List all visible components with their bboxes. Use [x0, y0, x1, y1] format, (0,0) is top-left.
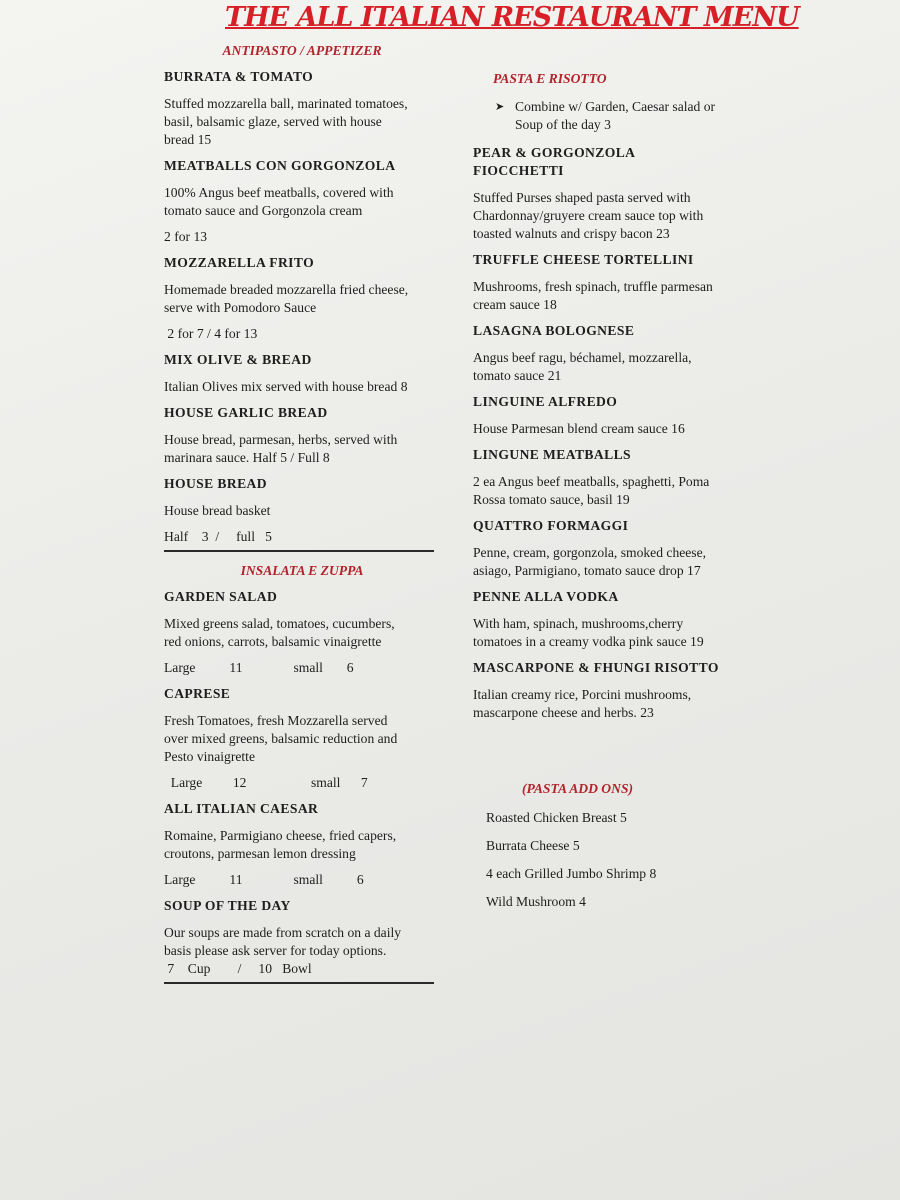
- item-name: PEAR & GORGONZOLA FIOCCHETTI: [473, 145, 636, 178]
- item-description: Italian creamy rice, Porcini mushrooms, mascarpone cheese and herbs. 23: [473, 687, 692, 720]
- item-description: 100% Angus beef meatballs, covered with tomato sauce and Gorgonzola cream: [164, 185, 394, 218]
- item-price: Half 3 / full 5: [164, 529, 272, 544]
- pasta-addons: [486, 780, 686, 921]
- item-name: TRUFFLE CHEESE TORTELLINI: [473, 252, 694, 267]
- item-name: MEATBALLS CON GORGONZOLA: [164, 158, 396, 173]
- item-name: PENNE ALLA VODKA: [473, 589, 619, 604]
- item-price: Large 11 small 6: [164, 872, 364, 887]
- item-description: With ham, spinach, mushrooms,cherry tomatoes in a creamy vodka pink sauce 19: [473, 616, 704, 649]
- item-description: Penne, cream, gorgonzola, smoked cheese, asiago, Parmigiano, tomato sauce drop 17: [473, 545, 707, 578]
- section-heading-addons: (PASTA ADD ONS): [522, 781, 634, 796]
- menu-item: [164, 404, 440, 467]
- item-description: House bread, parmesan, herbs, served with marinara sauce. Half 5 / Full 8: [164, 432, 398, 465]
- menu-item: [164, 475, 440, 546]
- menu-item: [164, 800, 440, 889]
- menu-item: [164, 254, 440, 343]
- item-description: Italian Olives mix served with house bread 8: [164, 379, 408, 394]
- item-description: Stuffed mozzarella ball, marinated tomatoes, basil, balsamic glaze, served with house bread 15: [164, 96, 408, 147]
- menu-item: [473, 144, 743, 243]
- item-description: Homemade breaded mozzarella fried cheese, serve with Pomodoro Sauce: [164, 282, 409, 315]
- item-description: Romaine, Parmigiano cheese, fried capers, croutons, parmesan lemon dressing: [164, 828, 397, 861]
- item-description: House bread basket: [164, 503, 271, 518]
- menu-item: [164, 588, 440, 677]
- menu-item: [473, 446, 743, 509]
- left-column: [164, 42, 440, 994]
- menu-item: [473, 659, 743, 722]
- combine-note: [495, 98, 743, 134]
- item-name: GARDEN SALAD: [164, 589, 278, 604]
- item-description: Fresh Tomatoes, fresh Mozzarella served over mixed greens, balsamic reduction and Pesto vinaigrette: [164, 713, 398, 764]
- menu-item: [473, 251, 743, 314]
- item-name: MASCARPONE & FHUNGI RISOTTO: [473, 660, 719, 675]
- item-price: 2 for 13: [164, 229, 208, 244]
- item-name: LINGUNE MEATBALLS: [473, 447, 631, 462]
- menu-item: [164, 351, 440, 396]
- menu-item: [473, 517, 743, 580]
- item-name: QUATTRO FORMAGGI: [473, 518, 629, 533]
- menu-title: THE ALL ITALIAN RESTAURANT MENU: [225, 2, 799, 33]
- menu-item: [164, 68, 440, 149]
- section-heading-insalata: INSALATA E ZUPPA: [240, 563, 364, 578]
- item-description: Mixed greens salad, tomatoes, cucumbers, red onions, carrots, balsamic vinaigrette: [164, 616, 395, 649]
- combine-note-text: Combine w/ Garden, Caesar salad or Soup of the day 3: [515, 99, 716, 132]
- item-description: Our soups are made from scratch on a daily basis please ask server for today options.: [164, 925, 402, 958]
- right-column: [473, 70, 743, 730]
- item-description: 2 ea Angus beef meatballs, spaghetti, Poma Rossa tomato sauce, basil 19: [473, 474, 710, 507]
- item-description: House Parmesan blend cream sauce 16: [473, 421, 685, 436]
- item-name: LINGUINE ALFREDO: [473, 394, 618, 409]
- addon-item: 4 each Grilled Jumbo Shrimp 8: [486, 866, 657, 881]
- addon-item: Wild Mushroom 4: [486, 894, 586, 909]
- item-price: 2 for 7 / 4 for 13: [164, 326, 258, 341]
- section-divider: [164, 550, 434, 552]
- item-name: HOUSE GARLIC BREAD: [164, 405, 328, 420]
- arrow-bullet-icon: ➤: [495, 101, 505, 113]
- item-description: Mushrooms, fresh spinach, truffle parmesan cream sauce 18: [473, 279, 713, 312]
- item-price: 7 Cup / 10 Bowl: [164, 961, 312, 976]
- addon-item: Roasted Chicken Breast 5: [486, 810, 627, 825]
- item-price: Large 12 small 7: [164, 775, 368, 790]
- item-name: SOUP OF THE DAY: [164, 898, 291, 913]
- item-name: ALL ITALIAN CAESAR: [164, 801, 319, 816]
- item-name: CAPRESE: [164, 686, 231, 701]
- menu-item: [164, 685, 440, 792]
- item-price: Large 11 small 6: [164, 660, 354, 675]
- item-name: MOZZARELLA FRITO: [164, 255, 315, 270]
- addon-item: Burrata Cheese 5: [486, 838, 580, 853]
- section-heading-antipasto: ANTIPASTO / APPETIZER: [222, 43, 382, 58]
- menu-item: [473, 322, 743, 385]
- item-name: BURRATA & TOMATO: [164, 69, 314, 84]
- item-description: Stuffed Purses shaped pasta served with Chardonnay/gruyere cream sauce top with toasted walnuts and crispy bacon 23: [473, 190, 704, 241]
- item-description: Angus beef ragu, béchamel, mozzarella, tomato sauce 21: [473, 350, 692, 383]
- item-name: MIX OLIVE & BREAD: [164, 352, 312, 367]
- item-name: LASAGNA BOLOGNESE: [473, 323, 635, 338]
- section-divider: [164, 982, 434, 984]
- menu-item: [473, 588, 743, 651]
- menu-item: [164, 897, 440, 978]
- item-name: HOUSE BREAD: [164, 476, 267, 491]
- menu-item: [164, 157, 440, 246]
- section-heading-pasta: PASTA E RISOTTO: [493, 71, 607, 86]
- menu-item: [473, 393, 743, 438]
